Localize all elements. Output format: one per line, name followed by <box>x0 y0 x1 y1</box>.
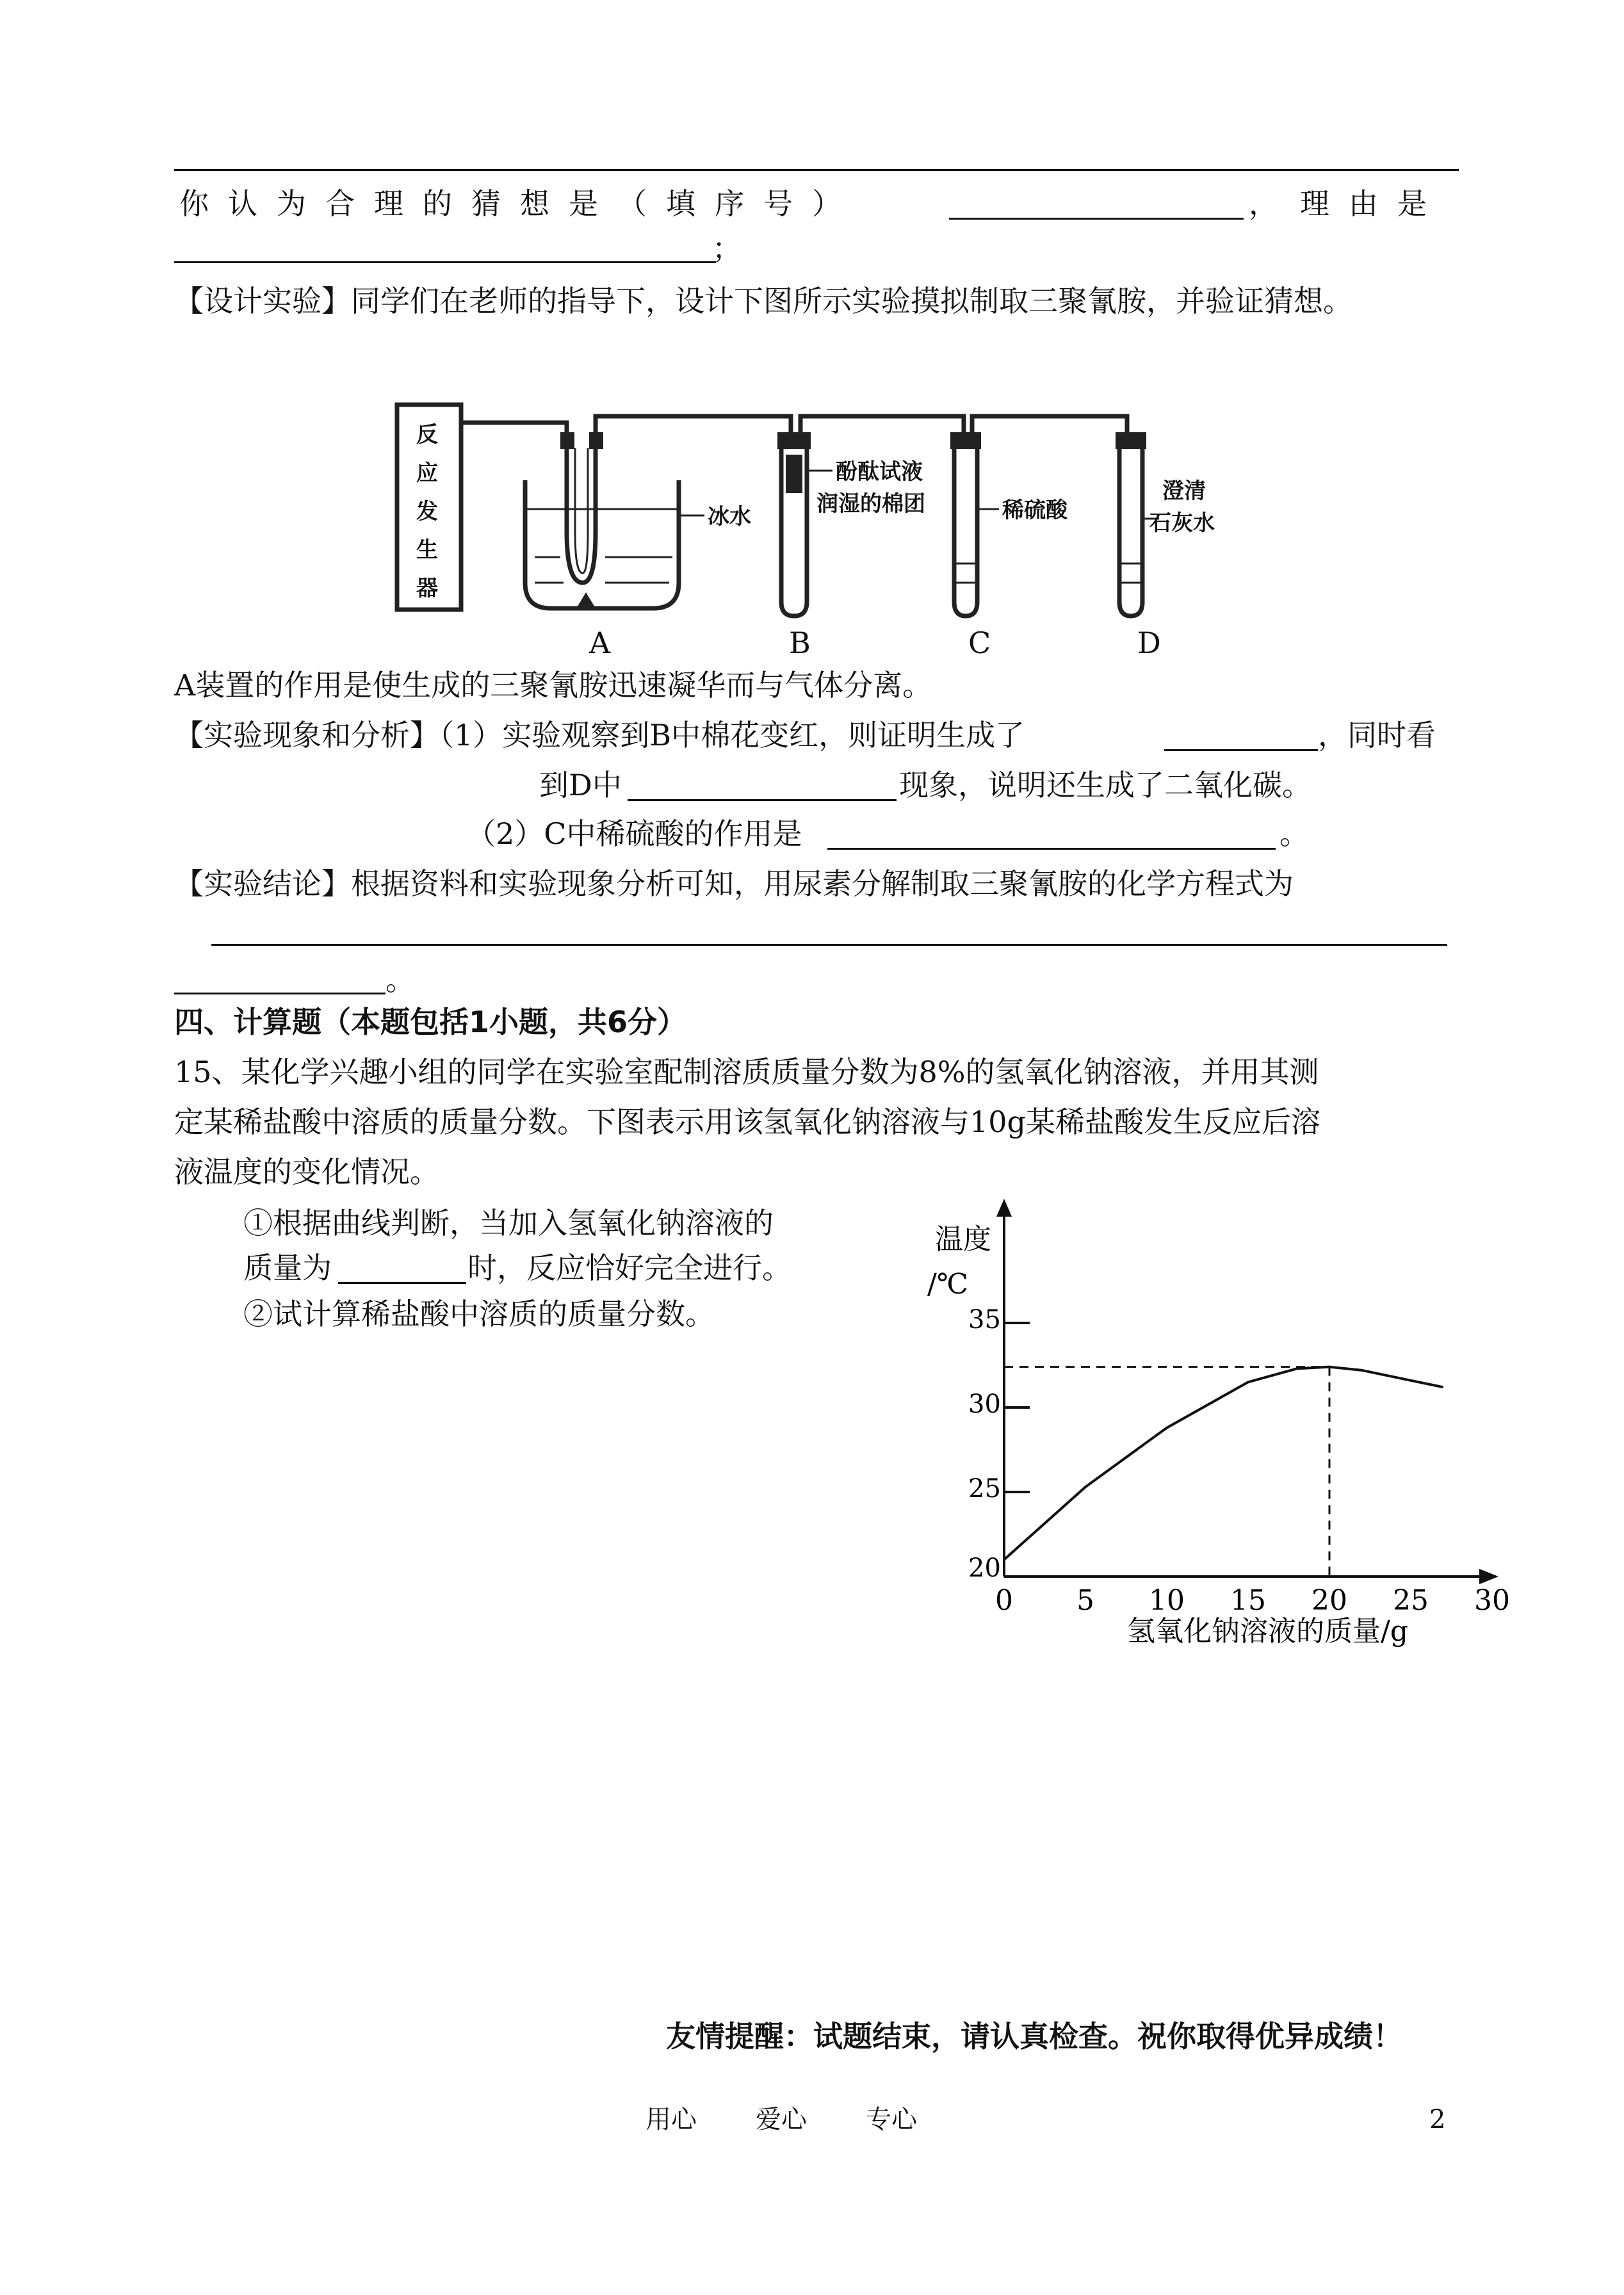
a-function-text: A装置的作用是使生成的三聚氰胺迅速凝华而与气体分离。 <box>174 668 932 702</box>
equation-blank-line-2[interactable] <box>174 964 386 994</box>
top-rule <box>174 169 1459 171</box>
phenolphthalein-label-1: 酚酞试液 <box>836 459 923 485</box>
equation-blank-line-1[interactable] <box>211 916 1447 946</box>
friendly-reminder: 友情提醒：试题结束，请认真检查。祝你取得优异成绩！ <box>666 2019 1402 2054</box>
q15-sub-1-line-2-end: 时，反应恰好完全进行。 <box>467 1251 792 1285</box>
x-axis-arrow <box>1479 1569 1498 1584</box>
y-axis-label-line-2: /℃ <box>927 1268 969 1301</box>
phenomena-blank-2[interactable] <box>628 771 897 801</box>
y-axis-label-line-1: 温度 <box>935 1223 991 1256</box>
x-tick-label-25: 25 <box>1393 1584 1429 1617</box>
generator-char-1: 反 <box>416 422 438 448</box>
guess-line <box>179 184 861 223</box>
q15-line-2: 定某稀盐酸中溶质的质量分数。下图表示用该氢氧化钠溶液与10g某稀盐酸发生反应后溶 <box>174 1105 1320 1139</box>
x-tick-label-20: 20 <box>1311 1584 1347 1617</box>
page-number: 2 <box>1429 2105 1446 2134</box>
ice-water-label: 冰水 <box>708 504 751 530</box>
conclusion-text: 【实验结论】根据资料和实验现象分析可知，用尿素分解制取三聚氰胺的化学方程式为 <box>174 866 1294 901</box>
test-tube-d <box>1119 442 1142 616</box>
phenomena-blank-1[interactable] <box>1164 721 1318 751</box>
label-b: B <box>789 626 811 660</box>
limewater-label-2: 石灰水 <box>1149 510 1215 536</box>
phenomena-line-3-start: （2）C中稀硫酸的作用是 <box>466 816 802 851</box>
footer-motto-3: 专心 <box>866 2105 917 2134</box>
x-tick-label-5: 5 <box>1076 1584 1094 1617</box>
limewater-label-1: 澄清 <box>1162 478 1206 504</box>
x-tick-label-15: 15 <box>1230 1584 1266 1617</box>
section-4-title: 四、计算题（本题包括1小题，共6分） <box>174 1005 687 1039</box>
y-tick-label-20: 20 <box>968 1553 1001 1583</box>
design-experiment-text: 【设计实验】同学们在老师的指导下，设计下图所示实验摸拟制取三聚氰胺，并验证猜想。 <box>174 284 1352 318</box>
apparatus-diagram <box>384 371 1255 666</box>
q15-line-3: 液温度的变化情况。 <box>174 1155 439 1189</box>
x-axis-label: 氢氧化钠溶液的质量/g <box>1127 1615 1408 1648</box>
y-tick-label-35: 35 <box>968 1305 1001 1334</box>
x-tick-label-30: 30 <box>1474 1584 1510 1617</box>
generator-char-3: 发 <box>416 499 438 524</box>
phenolphthalein-label-2: 润湿的棉团 <box>816 491 925 517</box>
label-d: D <box>1137 626 1161 660</box>
ice-water-beaker <box>525 480 679 608</box>
q15-sub-1-line-2-start: 质量为 <box>243 1251 332 1285</box>
phenomena-line-2-start: 到D中 <box>539 768 622 802</box>
y-tick-label-25: 25 <box>968 1474 1001 1504</box>
phenomena-blank-3[interactable] <box>827 820 1276 850</box>
dilute-sulfuric-acid-label: 稀硫酸 <box>1002 498 1068 523</box>
x-tick-label-0: 0 <box>995 1584 1013 1617</box>
guess-comma: ， <box>1249 186 1278 221</box>
reason-answer-blank[interactable] <box>174 233 716 263</box>
phenomena-line-1: 【实验现象和分析】（1）实验观察到B中棉花变红，则证明生成了 <box>174 718 1025 752</box>
label-c: C <box>968 626 991 660</box>
q15-mass-blank[interactable] <box>338 1254 466 1284</box>
x-tick-label-10: 10 <box>1149 1584 1185 1617</box>
generator-char-4: 生 <box>416 537 438 563</box>
conclusion-end: 。 <box>386 962 415 997</box>
generator-char-2: 应 <box>416 460 438 486</box>
reason-label: 理由是 <box>1300 186 1446 221</box>
y-axis-arrow <box>996 1199 1012 1217</box>
label-a: A <box>589 626 611 660</box>
u-tube <box>567 442 596 583</box>
generator-char-5: 器 <box>416 576 438 601</box>
q15-line-1: 15、某化学兴趣小组的同学在实验室配制溶质质量分数为8%的氢氧化钠溶液，并用其测 <box>174 1055 1319 1089</box>
q15-sub-1-line-1: ①根据曲线判断，当加入氢氧化钠溶液的 <box>243 1206 774 1240</box>
reason-semicolon: ； <box>712 231 742 266</box>
q15-sub-2: ②试计算稀盐酸中溶质的质量分数。 <box>243 1297 715 1331</box>
footer-motto-1: 用心 <box>646 2105 697 2134</box>
temperature-chart <box>897 1191 1511 1678</box>
phenomena-line-2-end: 现象，说明还生成了二氧化碳。 <box>899 768 1311 802</box>
guess-prompt: 你认为合理的猜想是（填序号） <box>179 186 861 221</box>
guess-answer-blank[interactable] <box>949 190 1244 220</box>
y-tick-label-30: 30 <box>968 1390 1001 1419</box>
phenomena-line-1-end: ，同时看 <box>1318 718 1436 752</box>
footer-motto-2: 爱心 <box>756 2105 807 2134</box>
phenomena-line-3-end: 。 <box>1279 816 1309 851</box>
test-tube-c <box>954 442 977 616</box>
temperature-curve <box>1004 1367 1443 1560</box>
